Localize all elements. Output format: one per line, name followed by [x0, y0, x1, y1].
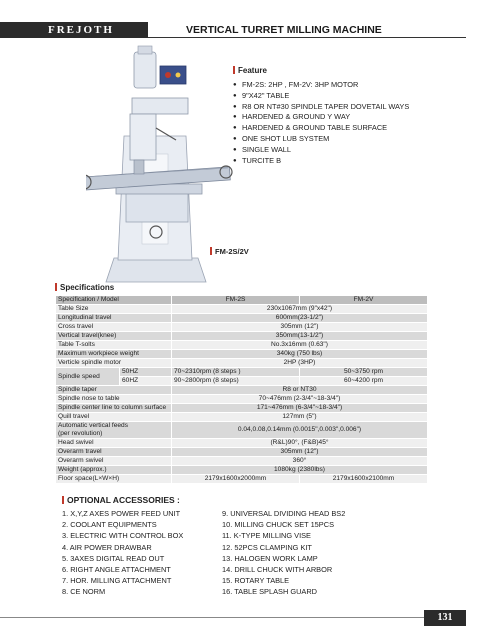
list-item: 3. ELECTRIC WITH CONTROL BOX	[62, 531, 184, 541]
model-caption-text: FM-2S/2V	[215, 247, 249, 256]
table-cell: 0.04,0.08,0.14mm (0.0015",0.003",0.006")	[172, 422, 428, 439]
feature-item: ● HARDENED & GROUND Y WAY	[233, 112, 413, 123]
feature-item: ● HARDENED & GROUND TABLE SURFACE	[233, 123, 413, 134]
table-cell: 90~2800rpm (8 steps)	[172, 377, 300, 386]
table-row	[56, 422, 428, 439]
table-cell: 1080kg (2380lbs)	[172, 466, 428, 475]
heading-marker-icon	[233, 66, 235, 74]
table-cell: Verticle spindle motor	[56, 359, 172, 368]
table-cell: Weight (approx.)	[56, 466, 172, 475]
table-row	[56, 413, 428, 422]
list-item: 13. HALOGEN WORK LAMP	[222, 553, 318, 563]
accessories-list-right	[222, 508, 345, 598]
specifications-heading	[55, 283, 114, 292]
table-cell: 2179x1600x2000mm	[172, 475, 300, 484]
table-row	[56, 332, 428, 341]
table-cell: Head swivel	[56, 439, 172, 448]
table-row	[56, 341, 428, 350]
feature-heading	[233, 66, 267, 75]
table-cell: 2179x1600x2100mm	[300, 475, 428, 484]
feature-item: ● ONE SHOT LUB SYSTEM	[233, 134, 413, 145]
table-header-cell: FM-2V	[300, 296, 428, 305]
table-row	[56, 395, 428, 404]
table-row	[56, 457, 428, 466]
table-cell: (R&L)90°, (F&B)45°	[172, 439, 428, 448]
feature-item: ● FM-2S: 2HP , FM-2V: 3HP MOTOR	[233, 80, 413, 91]
table-cell: 50HZ	[120, 368, 172, 377]
table-cell: Spindle nose to table	[56, 395, 172, 404]
table-cell: Overarm swivel	[56, 457, 172, 466]
list-item: 6. RIGHT ANGLE ATTACHMENT	[62, 565, 171, 575]
table-cell: 127mm (5")	[172, 413, 428, 422]
feature-heading-text: Feature	[238, 66, 267, 75]
table-cell: 60HZ	[120, 377, 172, 386]
table-cell: Longitudinal travel	[56, 314, 172, 323]
feature-item: ● R8 OR NT#30 SPINDLE TAPER DOVETAIL WAYS	[233, 102, 413, 113]
table-row	[56, 475, 428, 484]
brand-logo: FREJOTH	[0, 22, 148, 38]
feeds-label-line: Automatic vertical feeds	[58, 422, 128, 429]
list-item: 8. CE NORM	[62, 587, 106, 597]
title-underline	[148, 37, 466, 38]
table-cell: 305mm (12")	[172, 448, 428, 457]
specifications-table	[55, 295, 428, 484]
table-cell: 60~4200 rpm	[300, 377, 428, 386]
heading-marker-icon	[210, 247, 212, 255]
table-cell: Vertical travel(knee)	[56, 332, 172, 341]
feature-list	[233, 80, 413, 166]
table-cell: R8 or NT30	[172, 386, 428, 395]
table-row	[56, 404, 428, 413]
table-cell: 230x1067mm (9"x42")	[172, 305, 428, 314]
table-header-row	[56, 296, 428, 305]
footer-rule	[0, 617, 425, 618]
accessories-heading-text: OPTIONAL ACCESSORIES :	[67, 495, 180, 505]
list-item: 12. 52PCS CLAMPING KIT	[222, 542, 312, 552]
table-row	[56, 386, 428, 395]
table-header-cell: Specification / Model	[56, 296, 172, 305]
feature-item: ● TURCITE B	[233, 156, 413, 167]
header-bar	[0, 22, 480, 38]
table-cell: 600mm(23-1/2")	[172, 314, 428, 323]
specifications-heading-text: Specifications	[60, 283, 115, 292]
model-caption	[210, 247, 249, 256]
table-row	[56, 314, 428, 323]
heading-marker-icon	[62, 496, 64, 504]
list-item: 4. AIR POWER DRAWBAR	[62, 542, 152, 552]
list-item: 11. K-TYPE MILLING VISE	[222, 531, 311, 541]
feeds-label-line: (per revolution)	[58, 430, 103, 437]
table-cell: 70~2310rpm (8 steps )	[172, 368, 300, 377]
feature-item: ● 9"X42" TABLE	[233, 91, 413, 102]
table-cell: 305mm (12")	[172, 323, 428, 332]
table-cell: 340kg (750 lbs)	[172, 350, 428, 359]
table-cell: Cross travel	[56, 323, 172, 332]
accessories-heading	[62, 495, 180, 505]
footer-bar	[0, 610, 480, 626]
table-cell: 171~476mm (6-3/4"~18-3/4")	[172, 404, 428, 413]
table-cell: No.3x16mm (0.63")	[172, 341, 428, 350]
list-item: 16. TABLE SPLASH GUARD	[222, 587, 318, 597]
table-header-cell: FM-2S	[172, 296, 300, 305]
title-area	[148, 22, 480, 38]
table-cell: Spindle taper	[56, 386, 172, 395]
table-row	[56, 466, 428, 475]
accessories-list-left	[62, 508, 183, 598]
table-row	[56, 305, 428, 314]
list-item: 5. 3AXES DIGITAL READ OUT	[62, 553, 165, 563]
list-item: 1. X,Y,Z AXES POWER FEED UNIT	[62, 509, 181, 518]
table-cell: 360°	[172, 457, 428, 466]
table-cell: Spindle center line to column surface	[56, 404, 172, 413]
table-cell: Quill travel	[56, 413, 172, 422]
list-item: 7. HOR. MILLING ATTACHMENT	[62, 576, 172, 586]
table-cell: Overarm travel	[56, 448, 172, 457]
list-item: 14. DRILL CHUCK WITH ARBOR	[222, 565, 333, 575]
heading-marker-icon	[55, 283, 57, 291]
table-cell: Table Size	[56, 305, 172, 314]
table-row	[56, 350, 428, 359]
list-item: 10. MILLING CHUCK SET 15PCS	[222, 520, 334, 530]
table-row	[56, 359, 428, 368]
table-cell: 2HP (3HP)	[172, 359, 428, 368]
page-title: VERTICAL TURRET MILLING MACHINE	[186, 24, 382, 36]
table-row	[56, 368, 428, 377]
table-cell: Spindle speed	[56, 368, 120, 386]
table-cell: 350mm(13-1/2")	[172, 332, 428, 341]
list-item: 15. ROTARY TABLE	[222, 576, 290, 586]
page-number: 131	[424, 610, 466, 626]
table-cell: Table T-solts	[56, 341, 172, 350]
feature-item: ● SINGLE WALL	[233, 145, 413, 156]
table-row	[56, 439, 428, 448]
table-cell: 70~476mm (2-3/4"~18-3/4")	[172, 395, 428, 404]
table-row	[56, 323, 428, 332]
table-cell: Maximum workpiece weight	[56, 350, 172, 359]
table-cell: Floor space(L×W×H)	[56, 475, 172, 484]
list-item: 9. UNIVERSAL DIVIDING HEAD BS2	[222, 509, 346, 518]
table-cell: 50~3750 rpm	[300, 368, 428, 377]
list-item: 2. COOLANT EQUIPMENTS	[62, 520, 157, 530]
table-cell	[56, 422, 172, 439]
table-row	[56, 448, 428, 457]
